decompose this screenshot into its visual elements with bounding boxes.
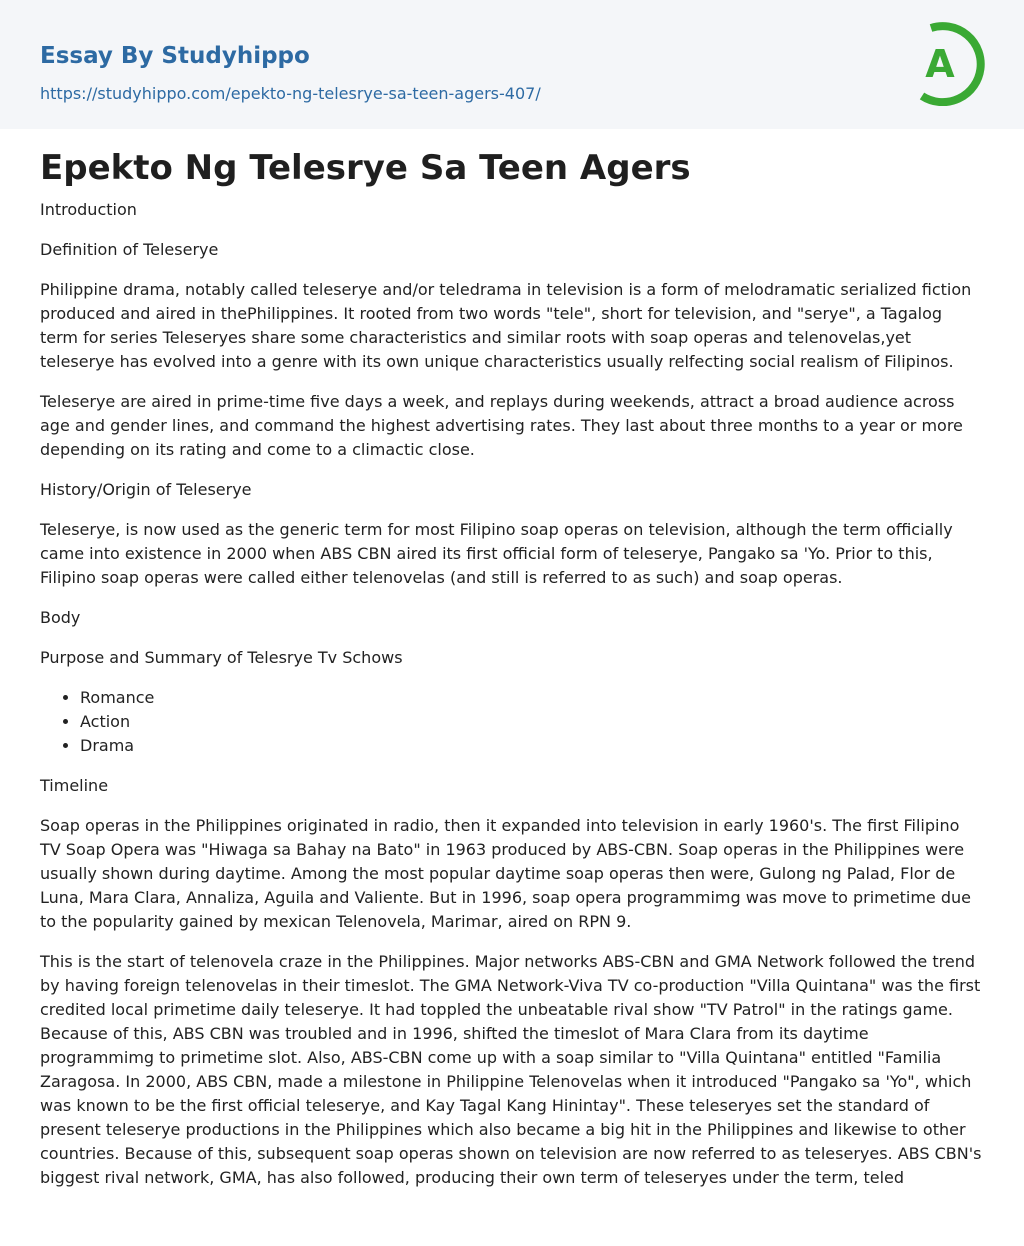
source-url-link[interactable]: https://studyhippo.com/epekto-ng-telesrye-sa-teen-agers-407/ xyxy=(40,84,541,103)
site-brand[interactable]: Essay By Studyhippo xyxy=(40,43,310,69)
timeline-heading: Timeline xyxy=(40,776,109,795)
article xyxy=(0,129,1024,1190)
introduction-heading: Introduction xyxy=(40,200,137,219)
purpose-heading: Purpose and Summary of Telesrye Tv Schows xyxy=(40,648,403,667)
paragraph-airing: Teleserye are aired in prime-time five days a week, and replays during weekends, attract a broad audience across age and gender lines, and command the highest advertising rates. They last about three months to a year or more depending on its rating and come to a climactic close. xyxy=(40,392,963,459)
paragraph-definition: Philippine drama, notably called teleserye and/or teledrama in television is a form of melodramatic serialized fiction produced and aired in thePhilippines. It rooted from two words "tele", short for television, and "serye", a Tagalog term for series Teleseryes share some characteristics and similar roots with soap operas and telenovelas,yet teleserye has evolved into a genre with its own unique characteristics usually relfecting social realism of Filipinos. xyxy=(40,280,972,371)
body-heading: Body xyxy=(40,608,81,627)
genre-list xyxy=(40,686,984,758)
logo-letter: A xyxy=(925,42,955,86)
paragraph-telenovela-craze: This is the start of telenovela craze in the Philippines. Major networks ABS-CBN and GMA Network followed the trend by having foreign telenovelas in their timeslot. The GMA Network-Viva TV co-production "Villa Quintana" was the first credited local primetime daily teleserye. It had toppled the unbeatable rival show "TV Patrol" in the ratings game. Because of this, ABS CBN was troubled and in 1996, shifted the timeslot of Mara Clara from its daytime programmimg to primetime slot. Also, ABS-CBN come up with a soap similar to "Villa Quintana" entitled "Familia Zaragosa. In 2000, ABS CBN, made a milestone in Philippine Telenovelas when it introduced "Pangako sa 'Yo", which was known to be the first official teleserye, and Kay Tagal Kang Hinintay". These teleseryes set the standard of present teleserye productions in the Philippines which also became a big hit in the Philippines and likewise to other countries. Because of this, subsequent soap operas shown on television are now referred to as teleseryes. ABS CBN's biggest rival network, GMA, has also followed, producing their own term of teleseryes under the term, teled xyxy=(40,952,982,1187)
list-item: • Drama xyxy=(80,734,984,758)
history-heading: History/Origin of Teleserye xyxy=(40,480,252,499)
paragraph-timeline-origins: Soap operas in the Philippines originated in radio, then it expanded into television in early 1960's. The first Filipino TV Soap Opera was "Hiwaga sa Bahay na Bato" in 1963 produced by ABS-CBN. Soap operas in the Philippines were usually shown during daytime. Among the most popular daytime soap operas then were, Gulong ng Palad, Flor de Luna, Mara Clara, Annaliza, Aguila and Valiente. But in 1996, soap opera programmimg was move to primetime due to the popularity gained by mexican Telenovela, Marimar, aired on RPN 9. xyxy=(40,816,971,931)
paragraph-history: Teleserye, is now used as the generic term for most Filipino soap operas on television, although the term officially came into existence in 2000 when ABS CBN aired its first official form of teleserye, Pangako sa 'Yo. Prior to this, Filipino soap operas were called either telenovelas (and still is referred to as such) and soap operas. xyxy=(40,520,953,587)
site-header xyxy=(0,0,1024,129)
list-item: • Romance xyxy=(80,686,984,710)
studyhippo-logo-icon[interactable] xyxy=(911,18,987,106)
page-title: Epekto Ng Telesrye Sa Teen Agers xyxy=(40,148,691,188)
list-item: • Action xyxy=(80,710,984,734)
definition-heading: Definition of Teleserye xyxy=(40,240,219,259)
